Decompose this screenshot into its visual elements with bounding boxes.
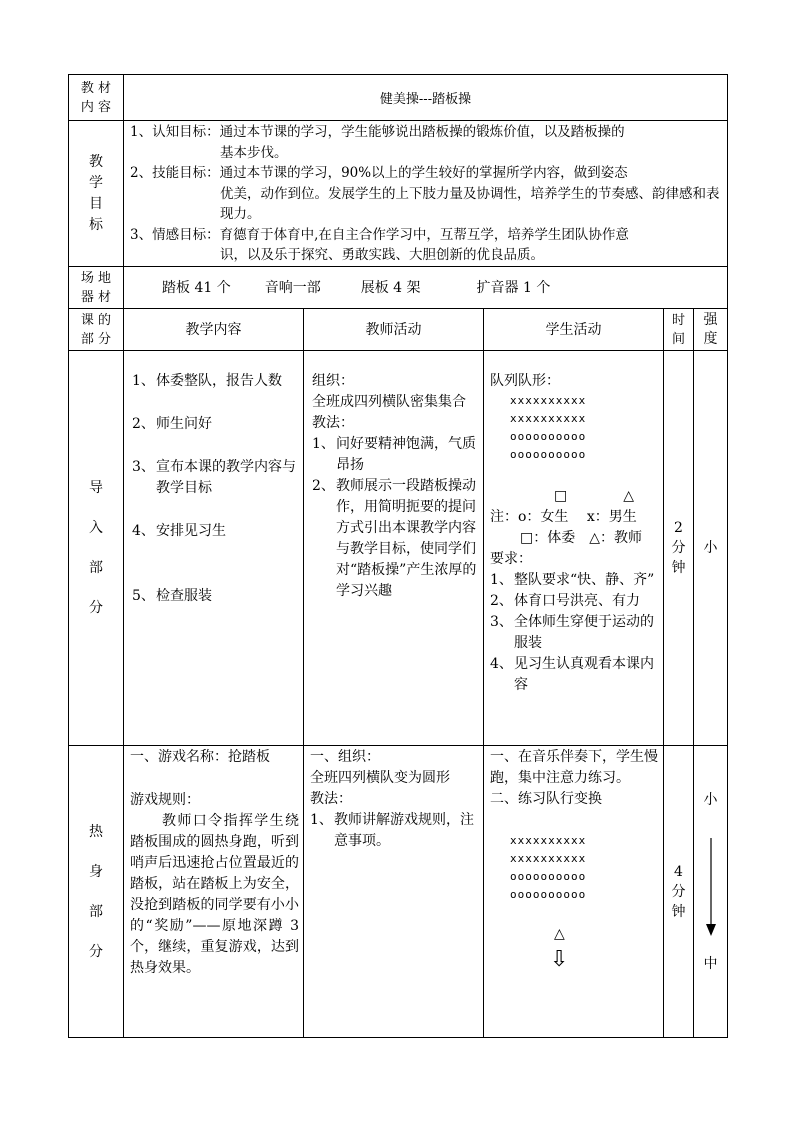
intro-intensity: 小 <box>694 351 728 746</box>
warmup-label-char: 身 <box>89 863 103 880</box>
list-item-text: 见习生认真观看本课内容 <box>514 656 654 693</box>
student-activity-text: 二、练习队行变换 <box>490 791 602 807</box>
list-item-text: 体委整队，报告人数 <box>156 373 282 389</box>
equipment-item: 踏板 41 个 <box>162 279 231 296</box>
teacher-org-title: 组织： <box>312 373 354 389</box>
column-header-row <box>69 309 728 351</box>
formation-row: xxxxxxxxxx <box>510 412 587 425</box>
time-char: 钟 <box>671 560 686 576</box>
list-item-text: 整队要求“快、静、齐” <box>514 572 655 588</box>
student-activity-text: 一、在音乐伴奏下，学生慢跑，集中注意力练习。 <box>490 749 658 786</box>
intro-student <box>484 351 664 746</box>
goals-label-char: 标 <box>89 216 103 233</box>
list-item-number: 3、 <box>490 614 513 630</box>
list-item <box>132 457 299 499</box>
warmup-label <box>69 746 124 1038</box>
col-content: 教学内容 <box>124 309 304 351</box>
list-item-number: 2、 <box>312 478 335 494</box>
material-label-line1: 教 材 <box>80 80 112 96</box>
goals-label <box>69 121 124 267</box>
material-label <box>69 75 124 121</box>
list-item-number: 1、 <box>132 373 155 389</box>
warmup-label-char: 分 <box>89 943 103 960</box>
formation-row: xxxxxxxxxx <box>510 834 587 847</box>
lesson-title: 健美操---踏板操 <box>124 75 728 121</box>
list-item-number: 1、 <box>310 812 333 828</box>
warmup-teacher <box>304 746 484 1038</box>
material-row <box>69 75 728 121</box>
list-item-text: 宣布本课的教学内容与教学目标 <box>156 459 296 496</box>
time-char: 4 <box>674 863 683 880</box>
intro-time <box>664 351 694 746</box>
goals-label-char: 教 <box>89 153 103 170</box>
goal-item <box>130 163 721 225</box>
list-item-text: 全体师生穿便于运动的服装 <box>514 614 654 651</box>
equipment-list <box>124 267 728 309</box>
goal-first-line: 育德育于体育中,在自主合作学习中，互帮互学，培养学生团队协作意 <box>219 226 629 243</box>
intensity-end: 中 <box>703 956 718 972</box>
list-item <box>312 434 479 476</box>
intro-label-char: 部 <box>89 560 103 576</box>
col-part <box>69 309 124 351</box>
goal-item <box>130 122 721 163</box>
formation-row: oooooooooo <box>510 448 587 461</box>
time-char: 2 <box>674 520 683 536</box>
list-item-number: 4、 <box>490 656 513 672</box>
time-char: 分 <box>671 540 686 556</box>
warmup-time <box>664 746 694 1038</box>
list-item <box>490 612 659 654</box>
goal-item <box>130 225 721 266</box>
col-intensity <box>694 309 728 351</box>
teacher-method-title: 教法： <box>312 415 354 431</box>
lesson-plan-table <box>68 74 728 1038</box>
goals-label-char: 目 <box>89 195 103 212</box>
warmup-label-char: 部 <box>89 903 103 920</box>
col-teacher: 教师活动 <box>304 309 484 351</box>
list-item <box>132 371 299 392</box>
list-item <box>132 586 299 607</box>
warmup-row <box>69 746 728 1038</box>
goal-first-line: 通过本节课的学习，学生能够说出踏板操的锻炼价值，以及踏板操的 <box>219 124 625 140</box>
teacher-org-text: 全班成四列横队密集集合 <box>312 394 466 410</box>
intensity-arrow-icon <box>694 820 728 940</box>
goal-rest: 基本步伐。 <box>220 144 288 161</box>
goals-content <box>124 121 728 267</box>
list-item-text: 安排见习生 <box>156 523 226 539</box>
list-item-number: 2、 <box>132 416 155 432</box>
teacher-org-title: 一、组织： <box>310 749 380 765</box>
formation-row: xxxxxxxxxx <box>510 852 587 865</box>
goal-lead: 3、情感目标： <box>130 226 220 243</box>
goal-rest: 识，以及乐于探究、勇敢实践、大胆创新的优良品质。 <box>220 247 544 263</box>
col-part-line1: 课 的 <box>80 312 112 328</box>
formation-note: 注：o：女生 x：男生 <box>490 509 637 525</box>
list-item <box>490 570 659 591</box>
col-time <box>664 309 694 351</box>
list-item <box>312 476 479 602</box>
material-label-line2: 内 容 <box>80 99 112 115</box>
teacher-org-text: 全班四列横队变为圆形 <box>310 770 450 786</box>
col-student: 学生活动 <box>484 309 664 351</box>
formation-title: 队列队形： <box>490 373 560 389</box>
equipment-item: 扩音器 1 个 <box>476 279 551 296</box>
col-time-line1: 时 <box>671 312 685 328</box>
warmup-label-char: 热 <box>89 823 103 840</box>
list-item-number: 1、 <box>490 572 513 588</box>
intro-label-char: 入 <box>89 520 103 536</box>
goal-first-line: 通过本节课的学习，90%以上的学生较好的掌握所学内容，做到姿态 <box>219 165 628 181</box>
game-name: 一、游戏名称：抢踏板 <box>130 749 270 765</box>
list-item <box>310 810 479 852</box>
intro-content <box>124 351 304 746</box>
goals-row <box>69 121 728 267</box>
list-item <box>490 591 659 612</box>
col-intensity-line2: 度 <box>703 330 718 347</box>
warmup-intensity <box>694 746 728 1038</box>
goal-lead: 1、认知目标： <box>130 124 220 140</box>
intro-row <box>69 351 728 746</box>
list-item-number: 2、 <box>490 593 513 609</box>
equipment-label-line1: 场 地 <box>80 270 112 286</box>
formation-row: oooooooooo <box>510 888 587 901</box>
goals-label-char: 学 <box>89 174 103 191</box>
list-item-number: 1、 <box>312 436 335 452</box>
list-item-number: 5、 <box>132 588 155 604</box>
lesson-plan <box>68 74 727 1038</box>
time-char: 钟 <box>671 903 686 920</box>
warmup-student <box>484 746 664 1038</box>
intro-teacher <box>304 351 484 746</box>
goal-rest: 优美，动作到位。发展学生的上下肢力量及协调性，培养学生的节奏感、韵律感和表现力。 <box>220 185 720 222</box>
formation-row: oooooooooo <box>510 430 587 443</box>
goal-lead: 2、技能目标： <box>130 165 220 181</box>
equipment-item: 音响一部 <box>264 279 321 296</box>
list-item-text: 检查服装 <box>156 588 212 604</box>
col-part-line2: 部 分 <box>80 331 112 347</box>
col-intensity-line1: 强 <box>703 311 718 328</box>
formation-marks: □ △ <box>554 488 634 504</box>
down-arrow-icon: ⇩ <box>550 947 569 972</box>
list-item-text: 问好要精神饱满，气质昂扬 <box>336 436 476 473</box>
warmup-content <box>124 746 304 1038</box>
equipment-label <box>69 267 124 309</box>
equipment-row <box>69 267 728 309</box>
list-item-text: 教师讲解游戏规则，注意事项。 <box>334 812 474 849</box>
list-item-number: 4、 <box>132 523 155 539</box>
equipment-item: 展板 4 架 <box>360 279 421 296</box>
equipment-label-line2: 器 材 <box>80 289 112 305</box>
teacher-mark: △ <box>554 926 565 942</box>
time-char: 分 <box>671 883 686 900</box>
list-item <box>132 521 299 542</box>
intensity-start: 小 <box>703 792 718 808</box>
list-item <box>132 414 299 435</box>
list-item-text: 师生问好 <box>156 416 212 432</box>
formation-row: oooooooooo <box>510 870 587 883</box>
intro-label <box>69 351 124 746</box>
list-item-number: 3、 <box>132 459 155 475</box>
list-item-text: 体育口号洪亮、有力 <box>514 593 640 609</box>
list-item <box>490 654 659 696</box>
student-req-title: 要求： <box>490 551 532 567</box>
formation-note: □：体委 △：教师 <box>520 530 642 546</box>
intro-label-char: 导 <box>89 480 103 496</box>
list-item-text: 教师展示一段踏板操动作，用简明扼要的提问方式引出本课教学内容与教学目标，使同学们对“踏板操”产生浓厚的学习兴趣 <box>336 478 477 599</box>
intro-label-char: 分 <box>89 600 103 616</box>
col-time-line2: 间 <box>671 331 685 347</box>
formation-row: xxxxxxxxxx <box>510 394 587 407</box>
game-rules-title: 游戏规则： <box>130 792 200 808</box>
teacher-method-title: 教法： <box>310 791 352 807</box>
game-rules-text: 教师口令指挥学生绕踏板围成的圆热身跑，听到哨声后迅速抢占位置最近的踏板，站在踏板上为安全，没抢到踏板的同学要有小小的“奖励”——原地深蹲 3 个，继续，重复游戏，达到热身效果。 <box>130 813 299 976</box>
